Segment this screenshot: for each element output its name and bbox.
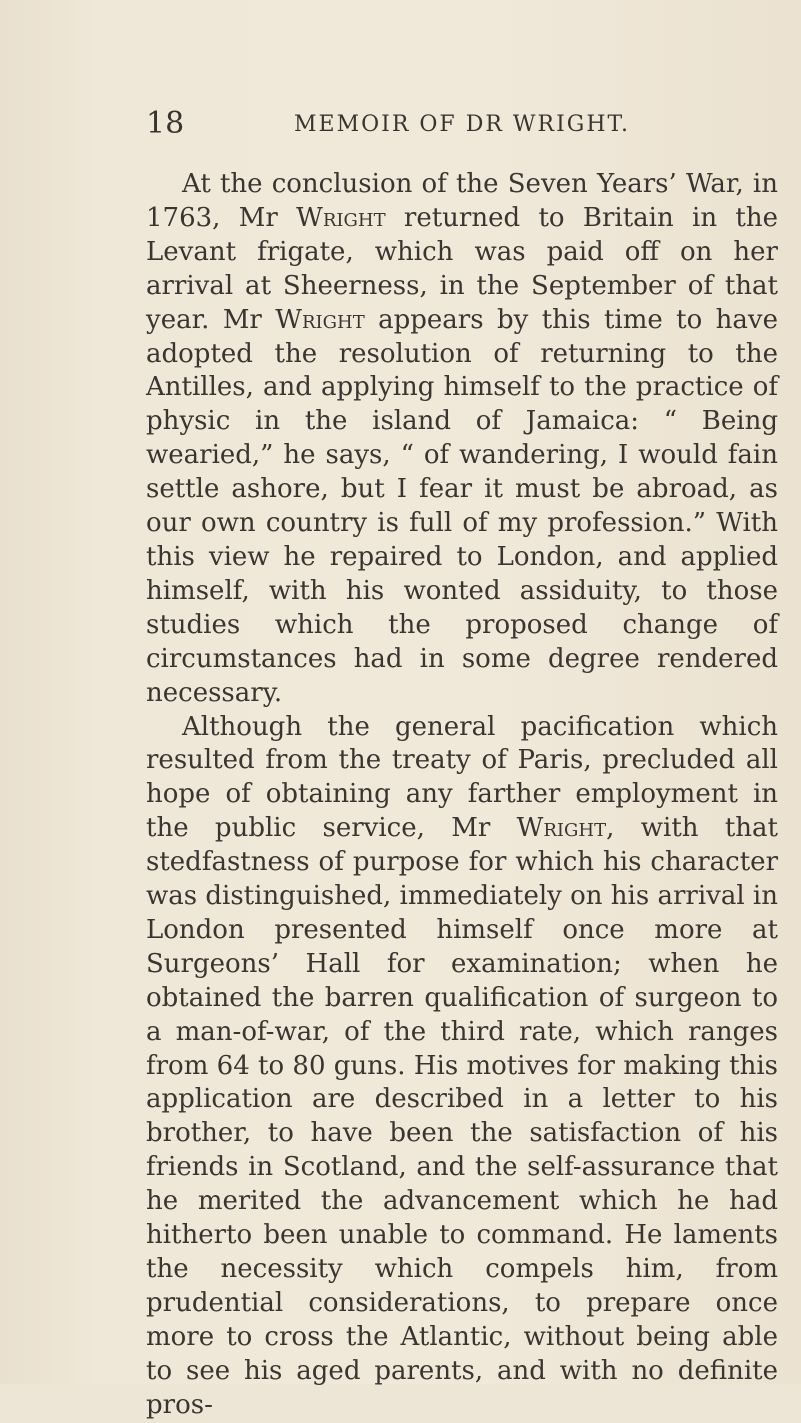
text-segment: At the conclusion of the Seven Years’ War, in 1763, Mr (146, 169, 778, 233)
paragraph-2 (146, 711, 778, 1423)
text-segment: appears by this time to have adopted the resolution of returning to the Antilles, and applying himself to the practice of physic in the island of Jamaica: “ Being wearied,” he says, “ of wandering, I would fain settle ashore, but I fear it must be abroad, as our own country is full of my profession.” With this view he repaired to London, and applied himself, with his wonted assiduity, to those studies which the proposed change of circumstances had in some degree rendered necessary. (146, 304, 778, 708)
name-small-caps: Wright (516, 813, 607, 844)
page-number: 18 (146, 106, 185, 141)
text-segment: , with that stedfastness of purpose for which his character was distinguished, immediately on his arrival in London presented himself once more at Surgeons’ Hall for examination; when he obtained the barren qualification of surgeon to a man-of-war, of the third rate, which ranges from 64 to 80 guns. His motives for making this application are described in a letter to his brother, to have been the satisfaction of his friends in Scotland, and the self-assurance that he merited the advancement which he had hitherto been unable to command. He laments the necessity which compels him, from prudential considerations, to prepare once more to cross the Atlantic, without being able to see his aged parents, and with no definite pros- (146, 813, 779, 1420)
body-text (146, 168, 778, 1423)
running-head: MEMOIR OF DR WRIGHT. (294, 112, 630, 137)
name-small-caps: Wright (275, 304, 365, 335)
text-segment: Although the general pacification which resulted from the treaty of Paris, precluded all hope of obtaining any farther employment in the public service, Mr (146, 711, 778, 844)
name-small-caps: Wright (296, 202, 386, 233)
page-header (146, 104, 778, 144)
paragraph-1 (146, 168, 778, 711)
text-segment: returned to Britain in the Levant frigate, which was paid off on her arrival at Sheerness, in the September of that year. Mr (146, 202, 779, 335)
